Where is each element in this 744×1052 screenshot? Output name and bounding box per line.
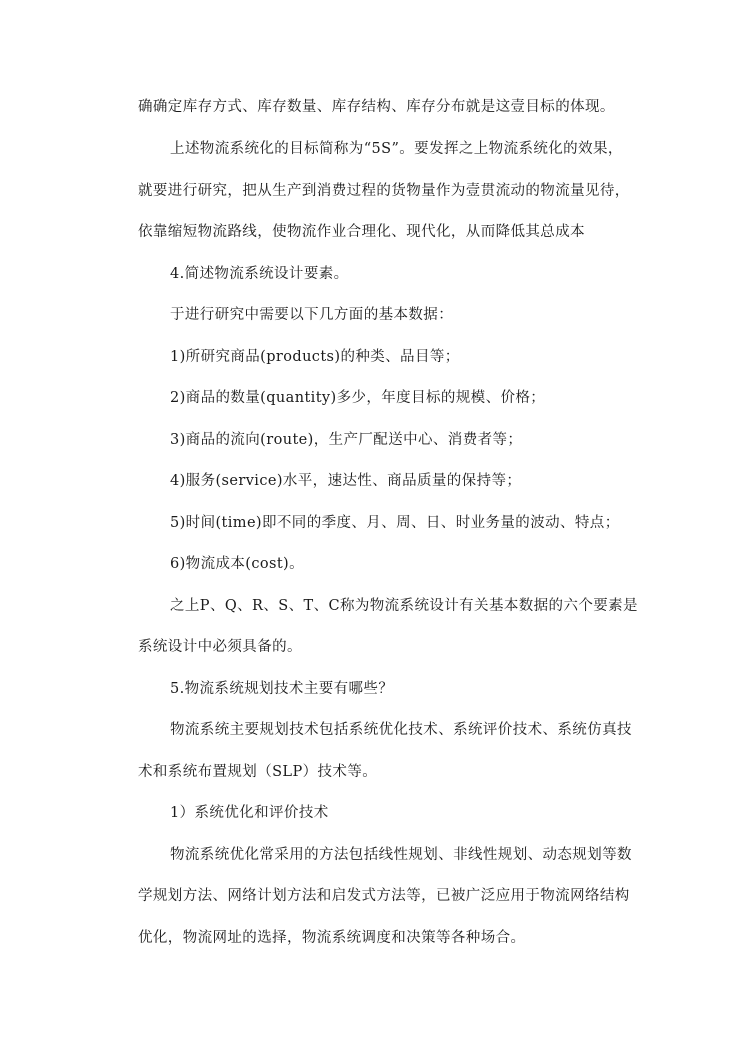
list-item-5: 5)时间(time)即不同的季度、月、周、日、时业务量的波动、特点； — [170, 515, 620, 531]
section-heading-4: 4.简述物流系统设计要素。 — [170, 266, 349, 282]
text-line-19: 物流系统优化常采用的方法包括线性规划、非线性规划、动态规划等数 — [170, 847, 632, 863]
text-line-2: 上述物流系统化的目标简称为“5S”。要发挥之上物流系统化的效果， — [170, 141, 623, 157]
list-item-3: 3)商品的流向(route)，生产厂配送中心、消费者等； — [170, 432, 523, 448]
list-item-6: 6)物流成本(cost)。 — [170, 556, 305, 572]
text-line-16: 物流系统主要规划技术包括系统优化技术、系统评价技术、系统仿真技 — [170, 722, 632, 738]
text-line-4: 依靠缩短物流路线，使物流作业合理化、现代化，从而降低其总成本 — [138, 224, 585, 240]
list-item-2: 2)商品的数量(quantity)多少，年度目标的规模、价格； — [170, 390, 546, 406]
section-heading-5: 5.物流系统规划技术主要有哪些？ — [170, 681, 394, 697]
list-item-4: 4)服务(service)水平，速达性、商品质量的保持等； — [170, 473, 522, 489]
text-line-21: 优化，物流网址的选择，物流系统调度和决策等各种场合。 — [138, 930, 526, 946]
text-line-6: 于进行研究中需要以下几方面的基本数据： — [170, 307, 454, 323]
text-line-14: 系统设计中必须具备的。 — [138, 639, 302, 655]
text-line-3: 就要进行研究，把从生产到消费过程的货物量作为壹贯流动的物流量见待， — [138, 183, 630, 199]
text-line-13: 之上P、Q、R、S、T、C称为物流系统设计有关基本数据的六个要素是 — [170, 598, 638, 614]
list-item-1: 1)所研究商品(products)的种类、品目等； — [170, 349, 460, 365]
text-line-20: 学规划方法、网络计划方法和启发式方法等，已被广泛应用于物流网络结构 — [138, 888, 630, 904]
text-line-17: 术和系统布置规划（SLP）技术等。 — [138, 764, 378, 780]
text-line-1: 确确定库存方式、库存数量、库存结构、库存分布就是这壹目标的体现。 — [138, 99, 615, 115]
subsection-heading-1: 1）系统优化和评价技术 — [170, 805, 329, 821]
